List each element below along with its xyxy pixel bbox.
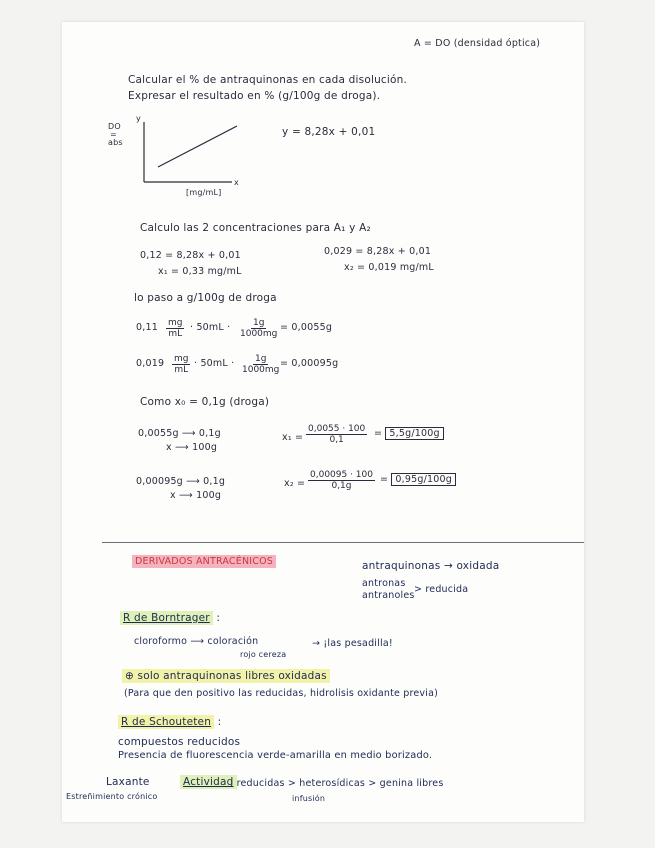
convert-step: lo paso a g/100g de droga	[134, 292, 277, 304]
calc-title: Calculo las 2 concentraciones para A₁ y A₂	[140, 222, 371, 234]
graph-eq-label: =	[110, 130, 117, 139]
intro-line-1: Calcular el % de antraquinonas en cada disolución.	[128, 74, 408, 86]
rule1-result-box: 5,5g/100g	[385, 427, 443, 440]
oxidized-form: antraquinonas → oxidada	[362, 560, 500, 572]
activity-infusion: infusión	[292, 794, 326, 803]
borntrager-line-3: (Para que den positivo las reducidas, hidrolisis oxidante previa)	[124, 688, 439, 699]
borntrager-color: rojo cereza	[240, 650, 287, 659]
conv2-value: 0,019	[136, 358, 165, 369]
rule1-result: = 5,5g/100g	[374, 428, 444, 439]
laxante-label: Laxante	[106, 776, 150, 788]
borntrager-line-2: ⊕ solo antraquinonas libres oxidadas	[122, 670, 330, 682]
a1-result: x₁ = 0,33 mg/mL	[158, 266, 242, 277]
rule2-x: x₂ =	[284, 478, 306, 489]
rule2-line-a: 0,00095g ⟶ 0,1g	[136, 476, 226, 487]
notebook-page	[62, 22, 584, 822]
regression-equation: y = 8,28x + 0,01	[282, 126, 376, 138]
section-divider	[102, 542, 584, 543]
sample-mass: Como x₀ = 0,1g (droga)	[140, 396, 270, 408]
schouteten-line-2: Presencia de fluorescencia verde-amarilla en medio borizado.	[118, 750, 433, 761]
laxante-sub: Estreñimiento crónico	[66, 792, 158, 801]
graph-trend-line	[158, 126, 237, 167]
conv2-unit: $\frac{mg}{mL}$	[174, 354, 189, 375]
conv1-volume: · 50mL ·	[190, 322, 231, 333]
conv2-result: = 0,00095g	[280, 358, 339, 369]
borntrager-line-1: cloroformo ⟶ coloración	[134, 636, 259, 647]
graph-x-label: x	[234, 178, 239, 187]
antranoles-label: antranoles	[362, 590, 415, 601]
rule1-fraction: $\frac{0,0055 \cdot 100}{0,1}$	[308, 424, 366, 445]
schouteten-line-1: compuestos reducidos	[118, 736, 241, 748]
rule2-fraction: $\frac{0,00095 \cdot 100}{0,1g}$	[310, 470, 373, 491]
rule2-result: = 0,95g/100g	[380, 474, 456, 485]
conv1-unit: $\frac{mg}{mL}$	[168, 318, 183, 339]
section-title: DERIVADOS ANTRACÉNICOS	[132, 556, 276, 567]
rule1-line-b: x ⟶ 100g	[166, 442, 218, 453]
rule2-line-b: x ⟶ 100g	[170, 490, 222, 501]
graph-y-label: y	[136, 114, 141, 123]
rule2-result-box: 0,95g/100g	[391, 473, 456, 486]
a1-equation: 0,12 = 8,28x + 0,01	[140, 250, 241, 261]
rule1-line-a: 0,0055g ⟶ 0,1g	[138, 428, 221, 439]
graph-abs-label: abs	[108, 138, 123, 147]
activity-order: : reducidas > heterosídicas > genina libres	[230, 778, 444, 789]
graph-x-unit: [mg/mL]	[186, 188, 222, 197]
a2-result: x₂ = 0,019 mg/mL	[344, 262, 434, 273]
rule1-x: x₁ =	[282, 432, 304, 443]
graph-do-label: DO	[108, 122, 121, 131]
conv2-volume: · 50mL ·	[194, 358, 235, 369]
optical-density-note: A = DO (densidad óptica)	[414, 38, 541, 49]
conv1-result: = 0,0055g	[280, 322, 333, 333]
schouteten-title: R de Schouteten :	[118, 716, 221, 728]
conv1-value: 0,11	[136, 322, 158, 333]
a2-equation: 0,029 = 8,28x + 0,01	[324, 246, 432, 257]
reduced-form: > reducida	[414, 584, 469, 595]
antronas-label: antronas	[362, 578, 406, 589]
borntrager-title: R de Borntrager :	[120, 612, 220, 624]
conv1-factor: $\frac{1g}{1000mg}$	[240, 318, 278, 339]
activity-label: Actividad	[180, 776, 237, 788]
intro-line-2: Expresar el resultado en % (g/100g de droga).	[128, 90, 381, 102]
conv2-factor: $\frac{1g}{1000mg}$	[242, 354, 280, 375]
borntrager-exclaim: → ¡las pesadilla!	[312, 638, 393, 649]
